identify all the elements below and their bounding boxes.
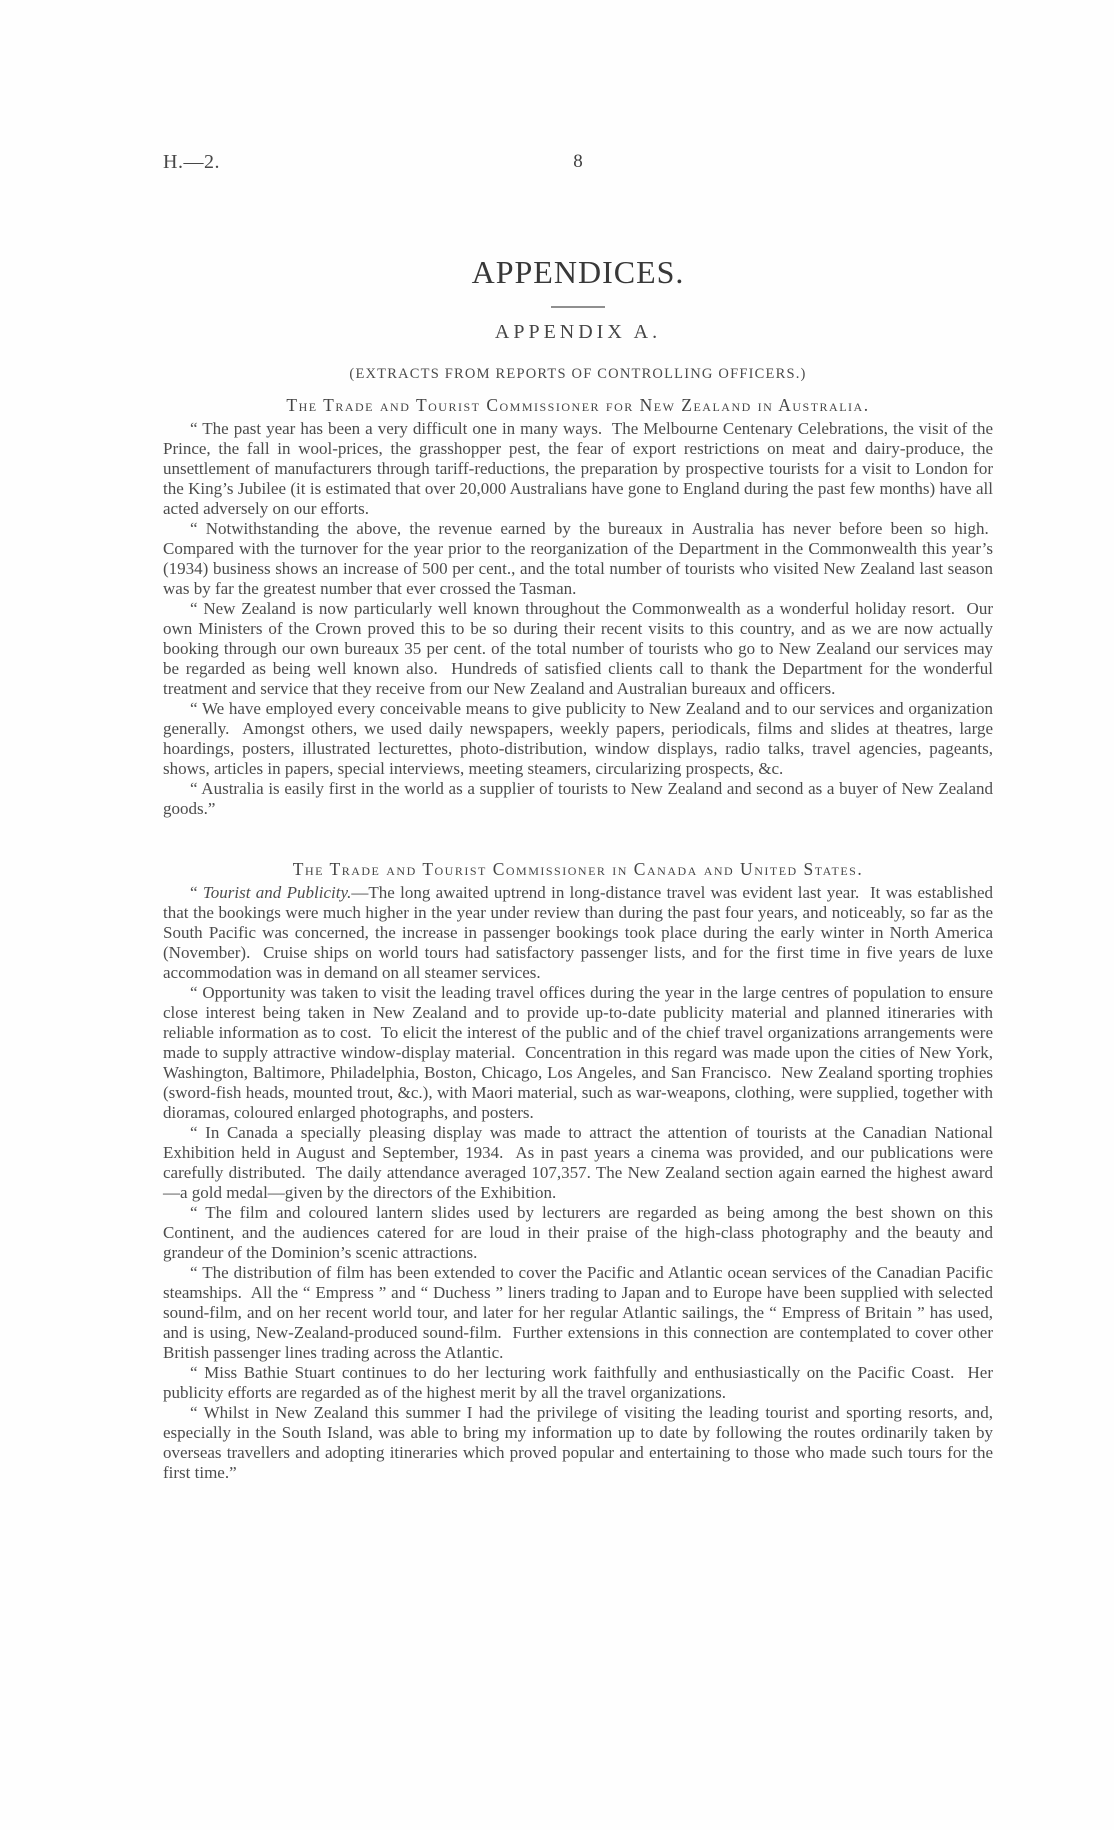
paragraph: “ The film and coloured lantern slides used by lecturers are regarded as being among the best shown on this Continent, and the audiences catered for are loud in their praise of the high-class photography and the beauty and grandeur of the Dominion’s scenic attractions. bbox=[163, 1203, 993, 1262]
section-heading-australia: The Trade and Tourist Commissioner for New Zealand in Australia. bbox=[286, 395, 870, 415]
paragraph: “ The past year has been a very difficult one in many ways. The Melbourne Centenary Celebrations, the visit of the Prince, the fall in wool-prices, the grasshopper pest, the fear of export restrictions on meat and dairy-produce, the unsettlement of manufacturers through tariff-reductions, the preparation by prospective tourists for a visit to London for the King’s Jubilee (it is estimated that over 20,000 Australians have gone to England during the past few months) have all acted adversely on our efforts. bbox=[163, 419, 993, 518]
paragraph: “ New Zealand is now particularly well known throughout the Commonwealth as a wonderful holiday resort. Our own Ministers of the Crown proved this to be so during their recent visits to this country, and as we are now actually booking through our own bureaux 35 per cent. of the total number of tourists who go to New Zealand our services may be regarded as being well known also. Hundreds of satisfied clients call to thank the Department for the wonderful treatment and service that they receive from our New Zealand and Australian bureaux and officers. bbox=[163, 599, 993, 698]
paragraph bbox=[163, 883, 993, 983]
paragraph: “ Opportunity was taken to visit the leading travel offices during the year in the large centres of population to ensure close interest being taken in New Zealand and to provide up-to-date publicity material and planned itineraries with reliable information as to cost. To elicit the interest of the public and of the chief travel organizations arrangements were made to supply attractive window-display material. Concentration in this regard was made upon the cities of New York, Washington, Baltimore, Philadelphia, Boston, Chicago, Los Angeles, and San Francisco. New Zealand sporting trophies (sword-fish heads, mounted trout, &c.), with Maori material, such as war-weapons, clothing, were supplied, together with dioramas, coloured enlarged photographs, and posters. bbox=[163, 983, 993, 1122]
paragraph: “ Australia is easily first in the world as a supplier of tourists to New Zealand and second as a buyer of New Zealand goods.” bbox=[163, 779, 993, 818]
title-divider-rule bbox=[551, 306, 605, 308]
section-australia bbox=[163, 395, 993, 819]
page-title: APPENDICES. bbox=[471, 254, 685, 290]
paragraph: “ We have employed every conceivable means to give publicity to New Zealand and to our services and organization generally. Amongst others, we used daily newspapers, weekly papers, periodicals, films and slides at theatres, large hoardings, posters, illustrated lecturettes, photo-distribution, window displays, radio talks, travel agencies, pageants, shows, articles in papers, special interviews, meeting steamers, circularizing prospects, &c. bbox=[163, 699, 993, 778]
paragraph-body: —The long awaited uptrend in long-distance travel was evident last year. It was established that the bookings were much higher in the year under review than during the past four years, and noticeably, so far as the South Pacific was concerned, the increase in passenger bookings took place during the early winter in North America (November). Cruise ships on world tours had satisfactory passenger lists, and for the first time in five years de luxe accommodation was in demand on all steamer services. bbox=[163, 883, 994, 982]
text-column bbox=[163, 0, 993, 1483]
paragraph: “ Whilst in New Zealand this summer I had the privilege of visiting the leading tourist and sporting resorts, and, especially in the South Island, was able to bring my information up to date by following the routes ordinarily taken by overseas travellers and adopting itineraries which proved popular and entertaining to those who made such tours for the first time.” bbox=[163, 1403, 993, 1482]
paragraph: “ The distribution of film has been extended to cover the Pacific and Atlantic ocean services of the Canadian Pacific steamships. All the “ Empress ” and “ Duchess ” liners trading to Japan and to Europe have been supplied with selected sound-film, and on her recent world tour, and later for her regular Atlantic sailings, the “ Empress of Britain ” has used, and is using, New-Zealand-produced sound-film. Further extensions in this connection are contemplated to cover other British passenger lines trading across the Atlantic. bbox=[163, 1263, 993, 1362]
page-number: 8 bbox=[573, 151, 583, 172]
section-canada-united-states bbox=[163, 859, 993, 1483]
section-heading-canada-us: The Trade and Tourist Commissioner in Canada and United States. bbox=[292, 859, 864, 879]
document-reference: H.—2. bbox=[163, 151, 220, 173]
paragraph: “ Miss Bathie Stuart continues to do her lecturing work faithfully and enthusiastically on the Pacific Coast. Her publicity efforts are regarded as of the highest merit by all the travel organizations. bbox=[163, 1363, 993, 1402]
paragraph: “ In Canada a specially pleasing display was made to attract the attention of tourists at the Canadian National Exhibition held in August and September, 1934. As in past years a cinema was provided, and our publications were carefully distributed. The daily attendance averaged 107,357. The New Zealand section again earned the highest award—a gold medal—given by the directors of the Exhibition. bbox=[163, 1123, 993, 1202]
appendix-subtitle: (EXTRACTS FROM REPORTS OF CONTROLLING OFFICERS.) bbox=[349, 366, 807, 382]
paragraph: “ Notwithstanding the above, the revenue earned by the bureaux in Australia has never before been so high. Compared with the turnover for the year prior to the reorganization of the Department in the Commonwealth this year’s (1934) business shows an increase of 500 per cent., and the total number of tourists who visited New Zealand last season was by far the greatest number that ever crossed the Tasman. bbox=[163, 519, 993, 598]
italic-lead-in: Tourist and Publicity. bbox=[202, 883, 352, 902]
appendix-a-title: APPENDIX A. bbox=[494, 321, 662, 343]
quote-prefix: “ bbox=[190, 883, 203, 902]
